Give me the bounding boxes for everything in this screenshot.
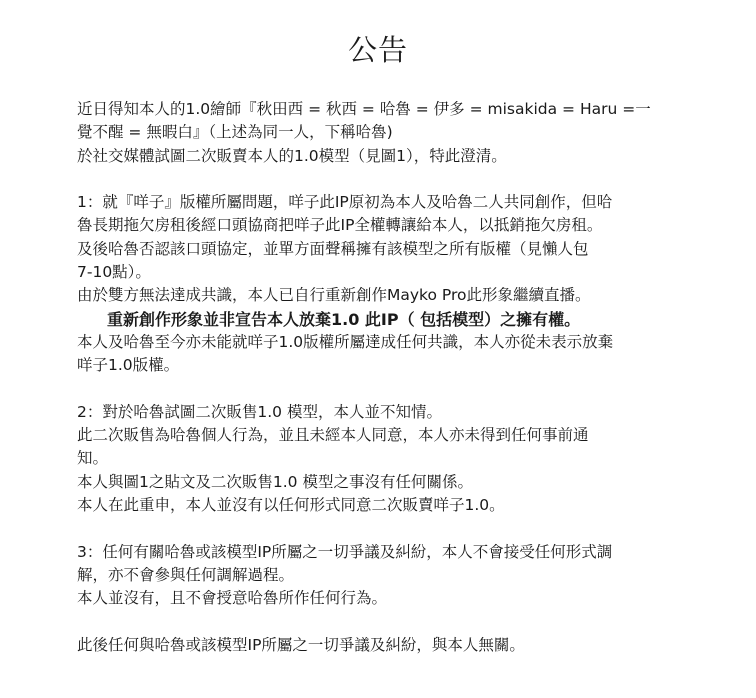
paragraph-line: 7-10點）。 bbox=[77, 263, 151, 282]
paragraph-line: 解，亦不會參與任何調解過程。 bbox=[77, 565, 295, 584]
paragraph-line: 咩子1.0版權。 bbox=[77, 356, 180, 375]
document-body bbox=[77, 98, 687, 657]
paragraph-line: 本人及哈魯至今亦未能就咩子1.0版權所屬達成任何共識，本人亦從未表示放棄 bbox=[77, 332, 614, 351]
blank-line bbox=[77, 378, 687, 401]
paragraph-line: 本人與圖1之貼文及二次販售1.0 模型之事沒有任何關係。 bbox=[77, 472, 473, 491]
paragraph-line: 魯長期拖欠房租後經口頭協商把咩子此IP全權轉讓給本人，以抵銷拖欠房租。 bbox=[77, 216, 603, 235]
paragraph-line: 本人在此重申，本人並沒有以任何形式同意二次販賣咩子1.0。 bbox=[77, 496, 505, 515]
paragraph-line: 近日得知本人的1.0繪師『秋田西 = 秋西 = 哈魯 = 伊多 = misakida = Haru =一 bbox=[77, 100, 651, 118]
paragraph-line: 由於雙方無法達成共識，本人已自行重新創作Mayko Pro此形象繼續直播。 bbox=[77, 286, 591, 305]
blank-line bbox=[77, 517, 687, 540]
paragraph-line: 本人並沒有，且不會授意哈魯所作任何行為。 bbox=[77, 589, 388, 608]
paragraph-line: 及後哈魯否認該口頭協定，並單方面聲稱擁有該模型之所有版權（見懶人包 bbox=[77, 239, 589, 258]
paragraph-line: 於社交媒體試圖二次販賣本人的1.0模型（見圖1），特此澄清。 bbox=[77, 146, 507, 165]
blank-line bbox=[77, 611, 687, 634]
paragraph-line: 3：任何有關哈魯或該模型IP所屬之一切爭議及糾紛，本人不會接受任何形式調 bbox=[77, 542, 613, 561]
paragraph-line: 2：對於哈魯試圖二次販售1.0 模型，本人並不知情。 bbox=[77, 402, 442, 421]
paragraph-line: 此後任何與哈魯或該模型IP所屬之一切爭議及糾紛，與本人無關。 bbox=[77, 635, 525, 654]
paragraph-line: 1：就『咩子』版權所屬問題，咩子此IP原初為本人及哈魯二人共同創作，但哈 bbox=[77, 193, 613, 212]
paragraph-line: 知。 bbox=[77, 449, 109, 468]
emphasized-statement: 重新創作形象並非宣告本人放棄1.0 此IP（ 包括模型）之擁有權。 bbox=[107, 309, 581, 329]
paragraph-line: 此二次販售為哈魯個人行為，並且未經本人同意，本人亦未得到任何事前通 bbox=[77, 426, 589, 445]
document-title: 公告 bbox=[347, 33, 408, 67]
paragraph-line: 覺不醒 = 無暇白』（上述為同一人，下稱哈魯) bbox=[77, 123, 393, 142]
blank-line bbox=[77, 168, 687, 191]
